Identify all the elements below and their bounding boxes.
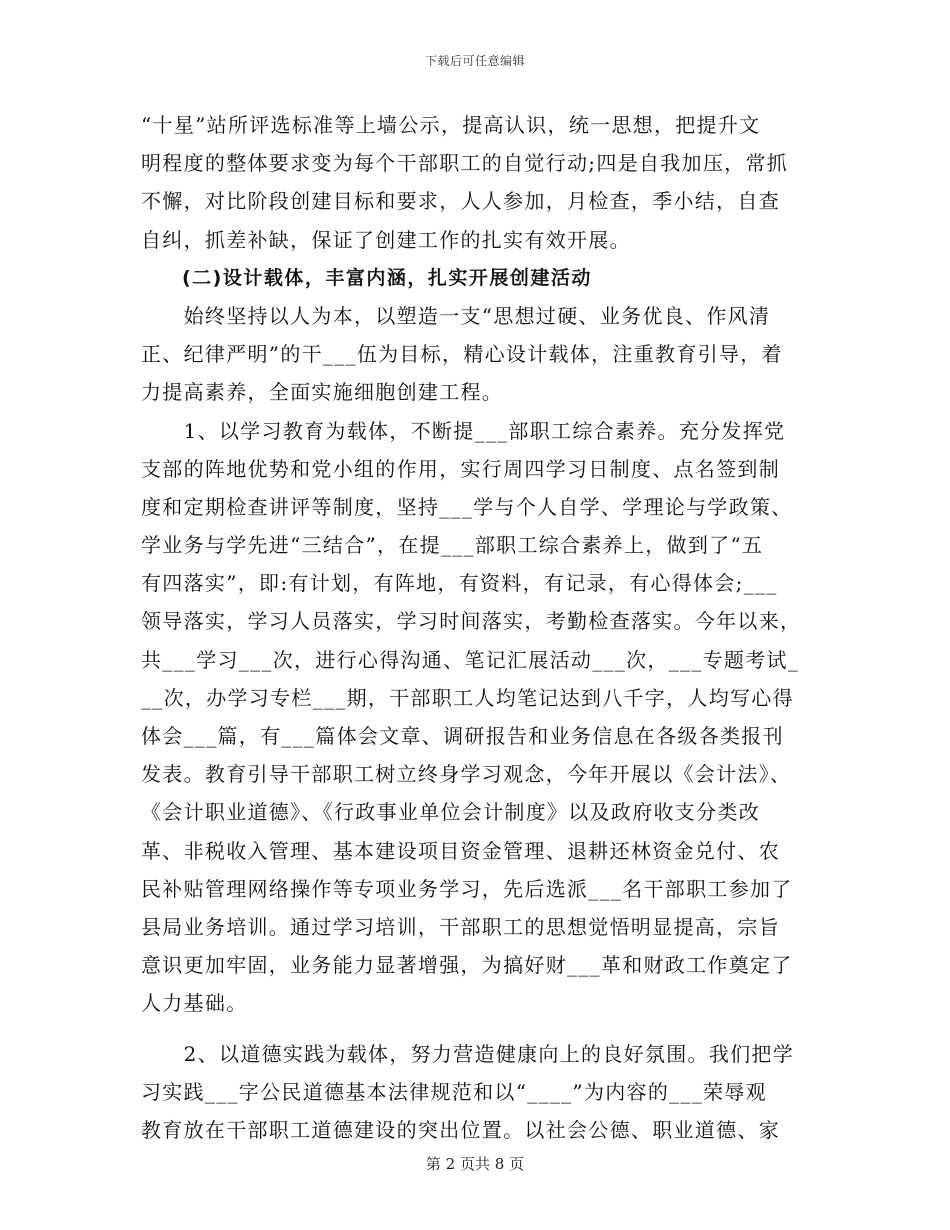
text-line: 发表。教育引导干部职工树立终身学习观念，今年开展以《会计法》、 — [141, 762, 792, 787]
text-line: 领导落实，学习人员落实，学习时间落实，考勤检查落实。今年以来， — [141, 609, 802, 634]
text-line: 共___学习___次，进行心得沟通、笔记汇展活动___次，___专题考试_ — [141, 647, 800, 672]
text-line: 自纠，抓差补缺，保证了创建工作的扎实有效开展。 — [141, 227, 631, 252]
text-line: 教育放在干部职工道德建设的突出位置。以社会公德、职业道德、家 — [141, 1117, 780, 1142]
text-line: 县局业务培训。通过学习培训，干部职工的思想觉悟明显提高，宗旨 — [141, 914, 780, 939]
text-line: 革、非税收入管理、基本建设项目资金管理、退耕还林资金兑付、农 — [141, 838, 780, 863]
text-line: 始终坚持以人为本，以塑造一支“思想过硬、业务优良、作风清 — [141, 303, 771, 328]
text-line: 民补贴管理网络操作等专项业务学习，先后选派___名干部职工参加了 — [141, 876, 793, 901]
text-line: 2、以道德实践为载体，努力营造健康向上的良好氛围。我们把学 — [141, 1041, 795, 1066]
text-line: 人力基础。 — [141, 991, 248, 1016]
text-line: 习实践___字公民道德基本法律规范和以“____”为内容的___荣辱观 — [141, 1079, 767, 1104]
text-line: 意识更加牢固，业务能力显著增强，为搞好财___革和财政工作奠定了 — [141, 953, 793, 978]
text-line: 度和定期检查讲评等制度，坚持___学与个人自学、学理论与学政策、 — [141, 494, 793, 519]
text-line: 《会计职业道德》、《行政事业单位会计制度》以及政府收支分类改 — [141, 800, 760, 825]
text-line: 力提高素养，全面实施细胞创建工程。 — [141, 380, 504, 405]
text-line: 支部的阵地优势和党小组的作用，实行周四学习日制度、点名签到制 — [141, 456, 780, 481]
text-line: __次，办学习专栏___期，干部职工人均笔记达到八千字，人均写心得 — [141, 685, 794, 710]
page-header: 下载后可任意编辑 — [424, 54, 525, 68]
text-line: 1、以学习教育为载体，不断提___部职工综合素养。充分发挥党 — [141, 418, 786, 443]
page-footer: 第 2 页共 8 页 — [425, 1155, 525, 1173]
text-line: 不懈，对比阶段创建目标和要求，人人参加，月检查，季小结，自查 — [141, 189, 780, 214]
text-line: 有四落实”，即:有计划，有阵地，有资料，有记录，有心得体会;___ — [141, 571, 778, 596]
paragraph-gap — [141, 1023, 801, 1035]
text-line: 明程度的整体要求变为每个干部职工的自觉行动;四是自我加压，常抓 — [141, 151, 789, 176]
text-line: “十星”站所评选标准等上墙公示，提高认识，统一思想，把提升文 — [141, 113, 761, 137]
text-line: 学业务与学先进“三结合”，在提___部职工综合素养上，做到了“五 — [141, 533, 764, 558]
text-line: 正、纪律严明”的干___伍为目标，精心设计载体，注重教育引导，着 — [141, 342, 783, 367]
section-heading: (二)设计载体，丰富内涵，扎实开展创建活动 — [141, 266, 592, 289]
document-body — [141, 106, 801, 1149]
text-line: 体会___篇，有___篇体会文章、调研报告和业务信息在各级各类报刊 — [141, 724, 784, 748]
